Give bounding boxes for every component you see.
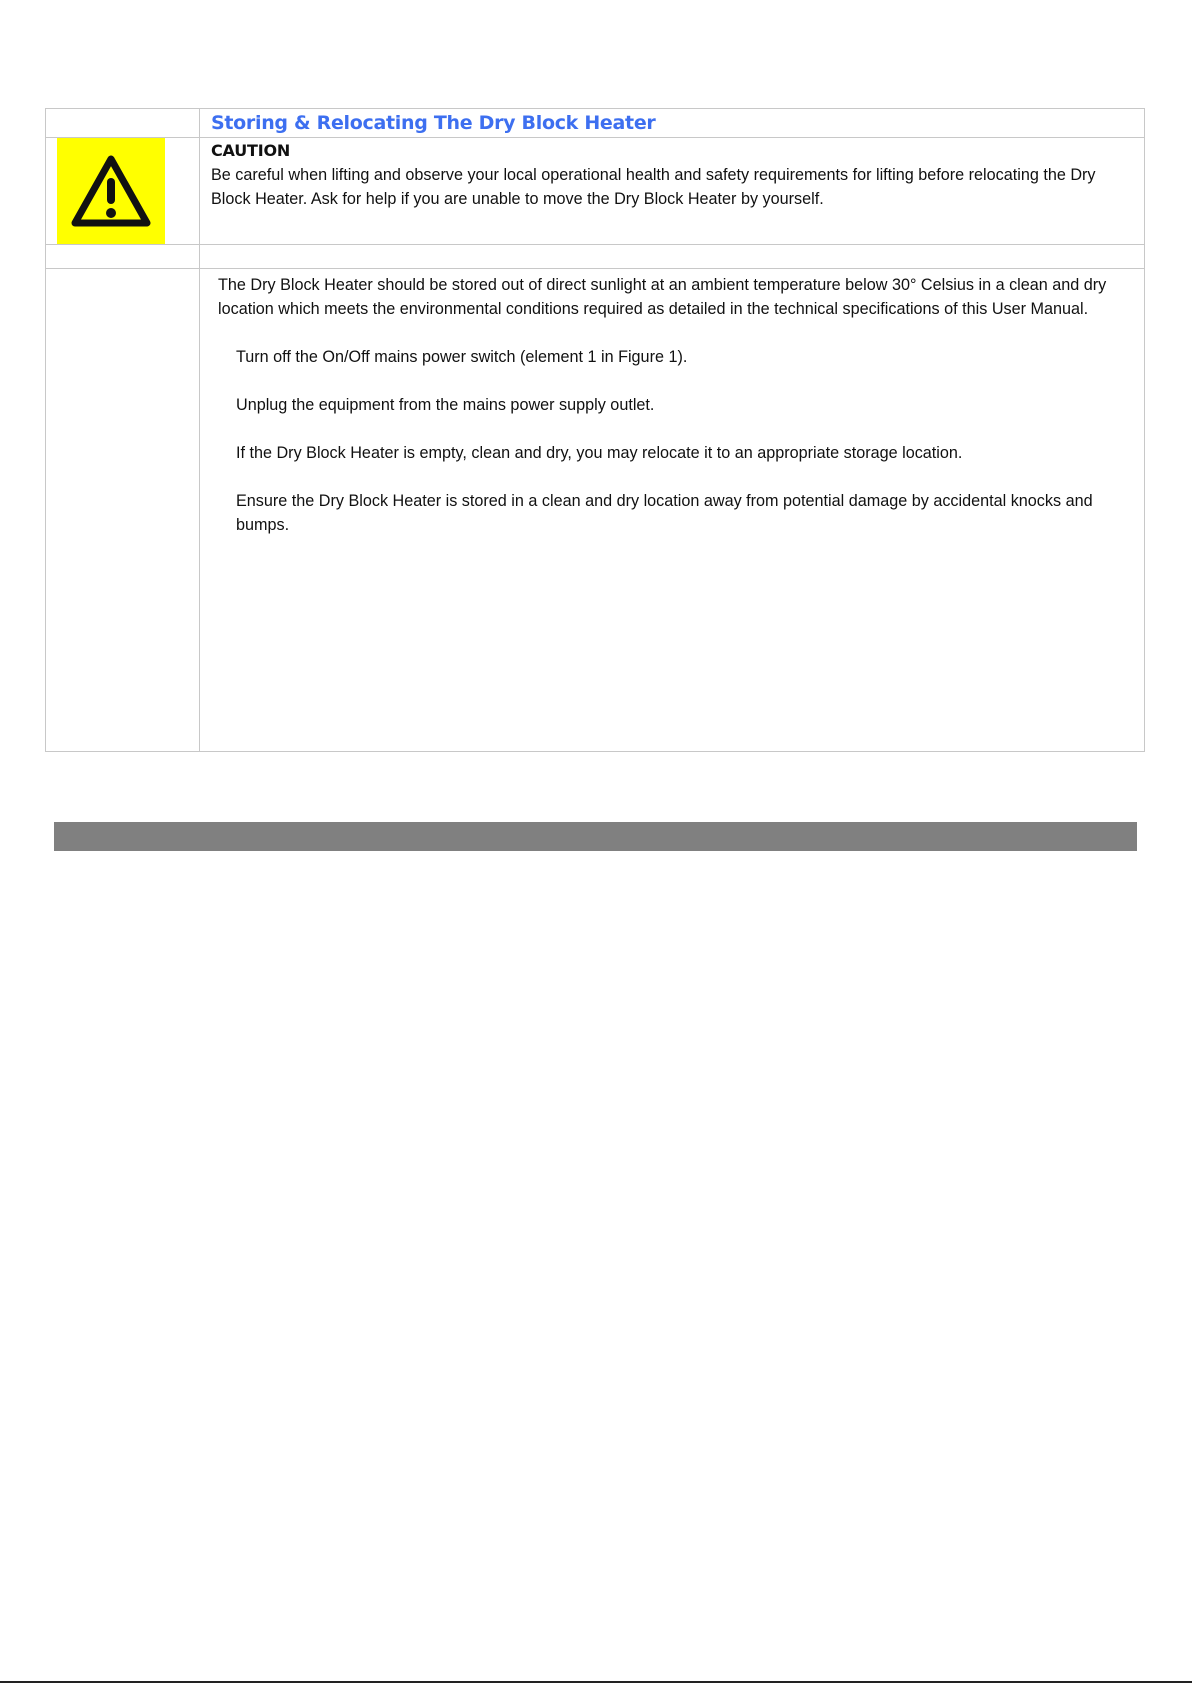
section-title: Storing & Relocating The Dry Block Heater [211,112,656,134]
storage-intro: The Dry Block Heater should be stored out of direct sunlight at an ambient temperature below 30° Celsius in a clean and dry location which meets the environmental conditions required as detailed in the technical specifications of this User Manual. [218,276,1107,318]
caution-label: CAUTION [211,141,291,160]
step-item: If the Dry Block Heater is empty, clean and dry, you may relocate it to an appropriate storage location. [236,444,963,462]
title-row [46,109,1145,138]
caution-icon-cell [46,138,200,245]
step-item: Unplug the equipment from the mains power supply outlet. [236,396,655,414]
body-row [46,269,1145,752]
spacer-left-cell [46,245,200,269]
body-text-cell [200,269,1145,752]
title-left-cell [46,109,200,138]
caution-text: Be careful when lifting and observe your local operational health and safety requirements for lifting before relocating the Dry Block Heater. Ask for help if you are unable to move the Dry Block Heater by yourself. [211,166,1096,208]
caution-row [46,138,1145,245]
title-cell [200,109,1145,138]
step-item: Ensure the Dry Block Heater is stored in a clean and dry location away from potential damage by accidental knocks and bumps. [236,492,1093,534]
section-divider-bar [54,822,1137,851]
step-item: Turn off the On/Off mains power switch (element 1 in Figure 1). [236,348,688,366]
spacer-row [46,245,1145,269]
warning-icon [57,138,165,244]
caution-text-cell [200,138,1145,245]
storage-steps [218,345,1126,537]
spacer-right-cell [200,245,1145,269]
body-left-cell [46,269,200,752]
warning-triangle-icon [69,153,153,229]
storage-section-table [45,108,1145,752]
page-bottom-rule [0,1681,1192,1683]
